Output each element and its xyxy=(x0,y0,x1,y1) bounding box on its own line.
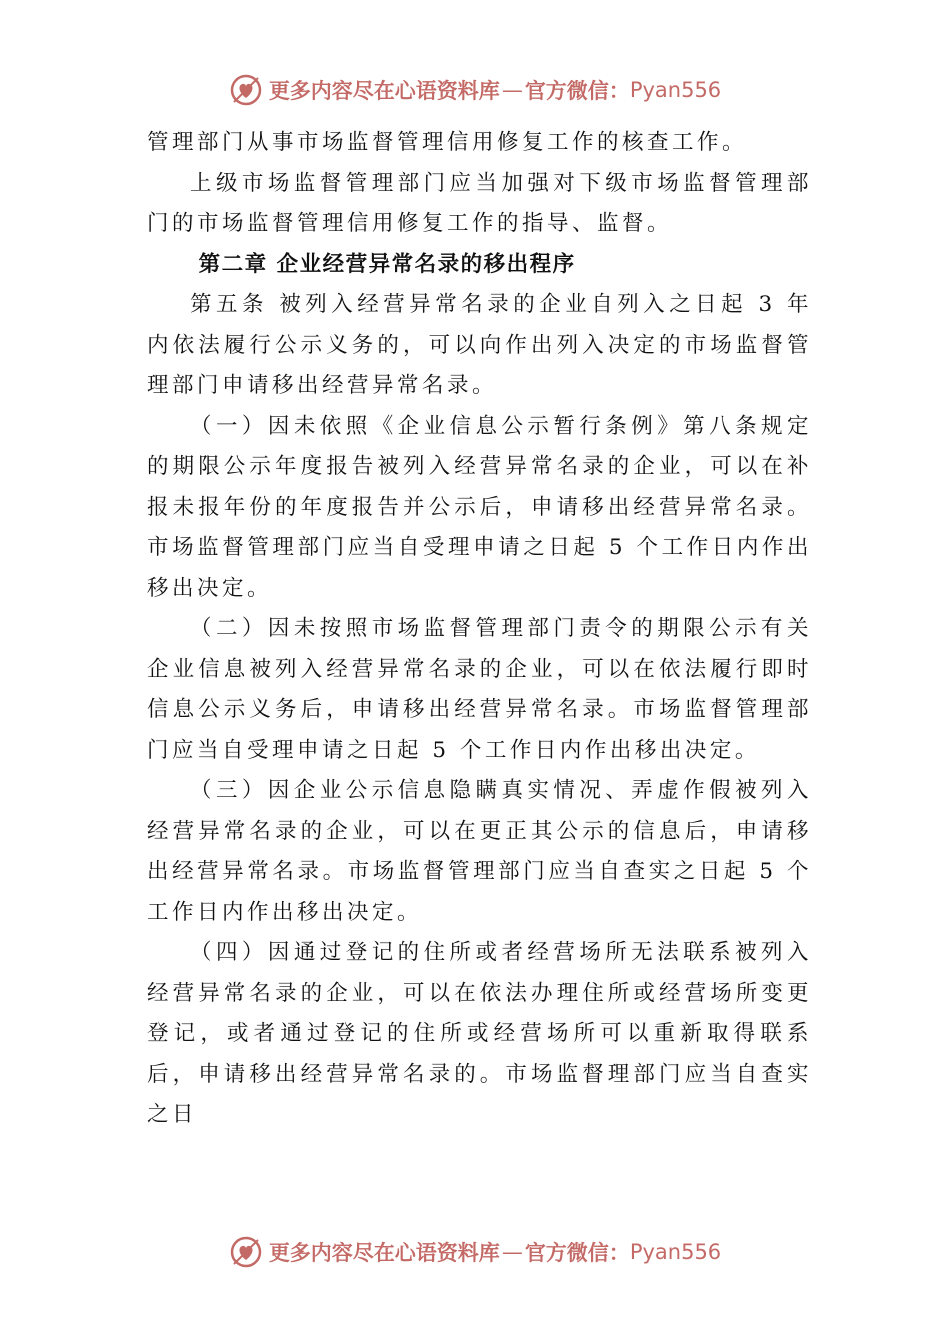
watermark-wechat-label: 官方微信： xyxy=(524,1241,630,1265)
watermark-footer xyxy=(0,1232,950,1272)
watermark-separator: — xyxy=(501,1240,523,1264)
clause-paragraph: （三）因企业公示信息隐瞒真实情况、弄虚作假被列入经营异常名录的企业，可以在更正其公示的信息后，申请移出经营异常名录。市场监督管理部门应当自查实之日起 5 个工作日内作出移出决定。 xyxy=(147,778,812,925)
heart-logo-icon xyxy=(229,1235,263,1269)
clause-paragraph: （四）因通过登记的住所或者经营场所无法联系被列入经营异常名录的企业，可以在依法办理住所或经营场所变更登记，或者通过登记的住所或经营场所可以重新取得联系后，申请移出经营异常名录的。市场监督理部门应当自查实之日 xyxy=(147,940,812,1127)
document-body xyxy=(147,123,812,1136)
watermark-text: 更多内容尽在心语资料库 xyxy=(268,79,500,103)
paragraph: 上级市场监督管理部门应当加强对下级市场监督管理部门的市场监督管理信用修复工作的指导、监督。 xyxy=(147,170,812,236)
watermark-wechat-label: 官方微信： xyxy=(524,79,630,103)
clause-paragraph: （一）因未依照《企业信息公示暂行条例》第八条规定的期限公示年度报告被列入经营异常名录的企业，可以在补报未报年份的年度报告并公示后，申请移出经营异常名录。 市场监督管理部门应当自受理申请之日起 5 个工作日内作出移出决定。 xyxy=(147,413,812,601)
chapter-heading: 第二章 企业经营异常名录的移出程序 xyxy=(198,251,576,277)
watermark-handle: Pyan556 xyxy=(629,1240,722,1264)
watermark-separator: — xyxy=(501,78,523,102)
paragraph-continuation: 管理部门从事市场监督管理信用修复工作的核查工作。 xyxy=(147,130,748,155)
heart-logo-icon xyxy=(229,73,263,107)
watermark-handle: Pyan556 xyxy=(629,78,722,102)
article-paragraph: 第五条 被列入经营异常名录的企业自列入之日起 3 年内依法履行公示义务的，可以向作出列入决定的市场监督管理部门申请移出经营异常名录。 xyxy=(147,292,812,398)
watermark-header xyxy=(0,70,950,110)
clause-paragraph: （二）因未按照市场监督管理部门责令的期限公示有关企业信息被列入经营异常名录的企业，可以在依法履行即时信息公示义务后，申请移出经营异常名录。市场监督管理部门应当自受理申请之日起 5 个工作日内作出移出决定。 xyxy=(147,616,812,763)
watermark-text: 更多内容尽在心语资料库 xyxy=(268,1241,500,1265)
